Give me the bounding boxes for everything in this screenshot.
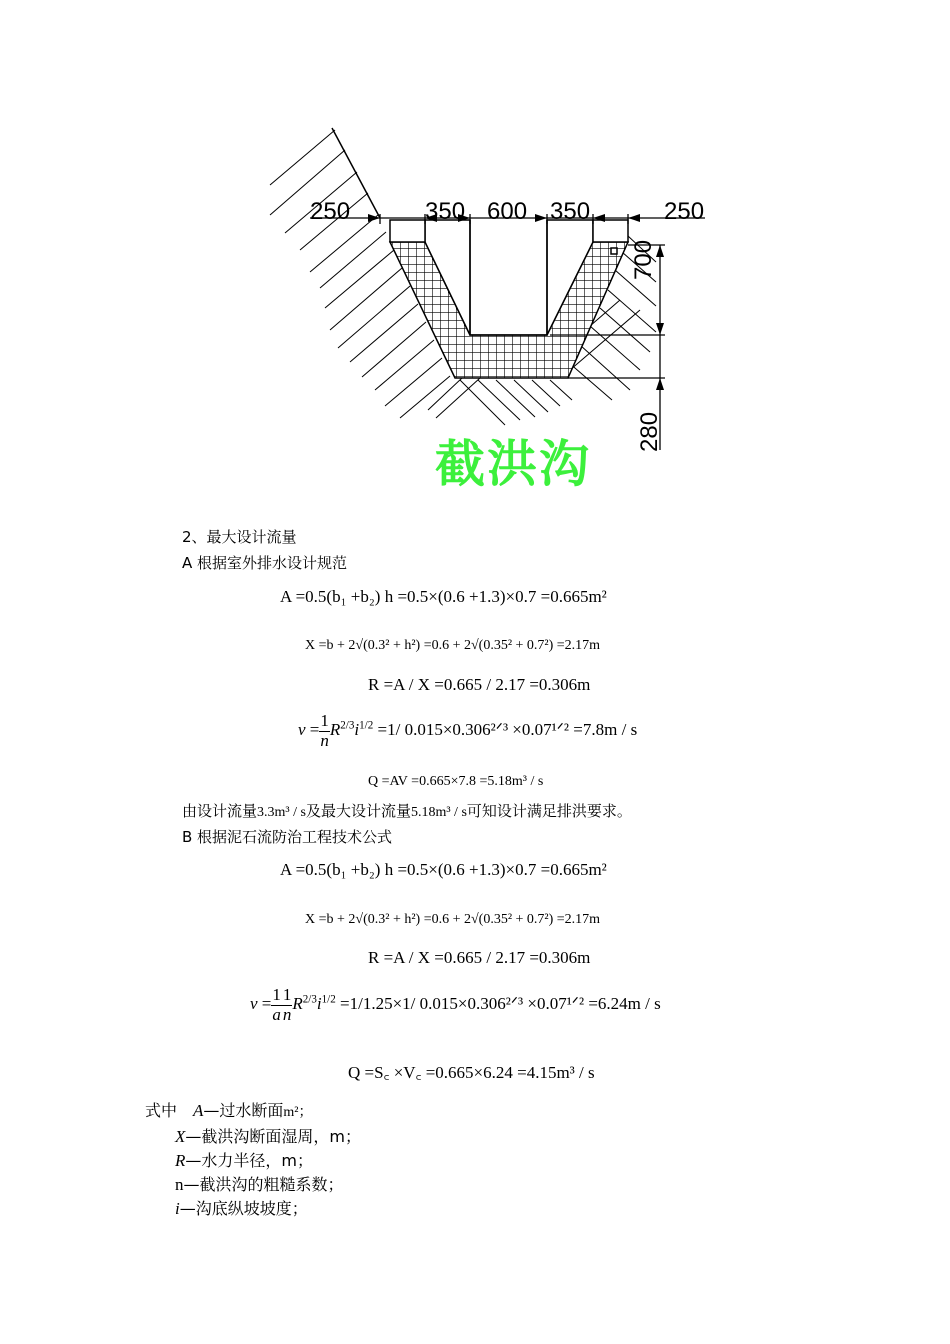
formula-b-velocity-rhs: =1/1.25×1/ 0.015×0.306²ᐟ³ ×0.07¹ᐟ² =6.24m / s xyxy=(340,994,661,1014)
dim-label-base: 280 xyxy=(636,411,663,452)
formula-b-velocity: v = $\frac{1}{a}$ $\frac{1}{n}$ $R^{2/3}i^{1/2} =1/1.25\times 1/$ 0.015×0.306²ᐟ³ ×0.07¹ᐟ² =6.24m / s xyxy=(250,985,661,1024)
section-heading: 2、最大设计流量 xyxy=(182,528,297,546)
formula-b-perimeter: X =b + 2√(0.3² + h²) =0.6 + 2√(0.35² + 0.7²) =2.17m xyxy=(305,912,601,927)
conclusion-text: 由设计流量3.3m³ / s及最大设计流量5.18m³ / s可知设计满足排洪要求。 xyxy=(182,802,632,820)
legend-item-area: A—过水断面m²； xyxy=(193,1101,313,1120)
formula-a-area: A =0.5(b₁ +b₂) h =0.5×(0.6 +1.3)×0.7 =0.665m² xyxy=(280,587,607,606)
formula-b-radius: R =A / X =0.665 / 2.17 =0.306m xyxy=(368,948,591,967)
dim-label-bottom-width: 600 xyxy=(487,198,528,225)
formula-a-flow: Q =AV =0.665×7.8 =5.18m³ / s xyxy=(368,774,544,789)
part-b-title: B 根据泥石流防治工程技术公式 xyxy=(182,828,393,846)
dim-label-right-berm: 250 xyxy=(664,198,705,225)
formula-a-radius: R =A / X =0.665 / 2.17 =0.306m xyxy=(368,675,591,694)
formula-a-perimeter: X =b + 2√(0.3² + h²) =0.6 + 2√(0.35² + 0.7²) =2.17m xyxy=(305,638,601,653)
legend-item-roughness: n—截洪沟的粗糙系数； xyxy=(175,1175,344,1194)
legend-item-perimeter: X—截洪沟断面湿周，m； xyxy=(175,1127,361,1146)
formula-a-velocity: v = $\frac{1}{n}$ $R^{2/3}i^{1/2} =1/$ 0.015×0.306²ᐟ³ ×0.07¹ᐟ² =7.8m / s xyxy=(298,711,638,750)
legend-intro: 式中 xyxy=(145,1101,178,1120)
formula-a-velocity-rhs: =1/ 0.015×0.306²ᐟ³ ×0.07¹ᐟ² =7.8m / s xyxy=(377,720,638,740)
dim-label-left-berm: 250 xyxy=(310,198,351,225)
formula-b-area: A =0.5(b₁ +b₂) h =0.5×(0.6 +1.3)×0.7 =0.665m² xyxy=(280,860,607,879)
legend-item-radius: R—水力半径，m； xyxy=(175,1151,313,1170)
dim-label-depth: 700 xyxy=(630,239,657,280)
part-a-title: A 根据室外排水设计规范 xyxy=(182,554,348,572)
legend-item-slope: i—沟底纵坡坡度； xyxy=(175,1199,308,1218)
figure-title: 截洪沟 xyxy=(435,435,591,493)
formula-b-flow: Q =S꜀ ×V꜀ =0.665×6.24 =4.15m³ / s xyxy=(348,1063,595,1082)
dim-label-left-slope: 350 xyxy=(425,198,466,225)
dim-label-right-slope: 350 xyxy=(550,198,591,225)
concrete-lining xyxy=(390,242,628,378)
